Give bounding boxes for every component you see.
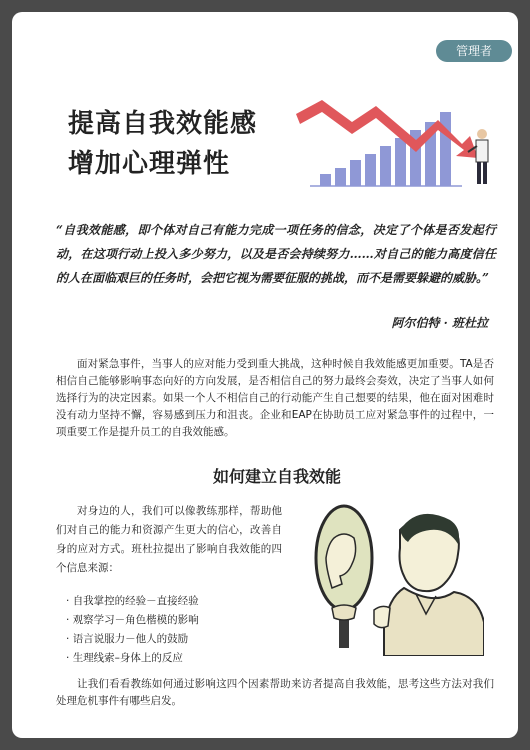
coaching-paragraph: 对身边的人，我们可以像教练那样，帮助他们对自己的能力和资源产生更大的信心，改善自身的应对方式。班杜拉提出了影响自我效能的四个信息来源： xyxy=(56,505,282,574)
list-item: · 观察学习－角色楷模的影响 xyxy=(66,611,199,630)
title-line-2: 增加心理弹性 xyxy=(68,149,231,179)
title-line-1: 提高自我效能感 xyxy=(68,109,258,139)
closing-paragraph: 让我们看看教练如何通过影响这四个因素帮助来访者提高自我效能，思考这些方法对我们处理危机事件有哪些启发。 xyxy=(56,678,494,707)
intro-paragraph: 面对紧急事件，当事人的应对能力受到重大挑战，这种时候自我效能感更加重要。TA是否相信自己能够影响事态向好的方向发展，是否相信自己的努力最终会奏效，决定了当事人如何选择行为的决定因素。如果一个人不相信自己的行动能产生自己想要的结果，他在面对困难时没有动力坚持不懈，容易感到压力和沮丧。企业和EAP在协助员工应对紧急事件的过程中，一项重要工作是提升员工的自我效能感。 xyxy=(56,358,494,438)
quote-text: “自我效能感，即个体对自己有能力完成一项任务的信念，决定了个体是否发起行动，在这项行动上投入多少努力，以及是否会持续努力……对自己的能力高度信任的人在面临艰巨的任务时，会把它视为需要征服的挑战，而不是需要躲避的威胁。” xyxy=(56,223,496,285)
category-badge: 管理者 xyxy=(436,40,512,62)
list-item: · 语言说服力－他人的鼓励 xyxy=(66,630,199,649)
list-item: · 生理线索–身体上的反应 xyxy=(66,649,199,668)
bar-chart-with-arrow-and-man-icon xyxy=(292,96,502,192)
document-page xyxy=(12,12,518,738)
list-item: · 自我掌控的经验－直接经验 xyxy=(66,592,199,611)
quote-author: 阿尔伯特 · 班杜拉 xyxy=(391,316,488,330)
page-title xyxy=(68,104,257,184)
section-title: 如何建立自我效能 xyxy=(212,467,341,486)
info-source-list xyxy=(66,592,199,668)
man-looking-in-mirror-icon xyxy=(304,500,484,656)
